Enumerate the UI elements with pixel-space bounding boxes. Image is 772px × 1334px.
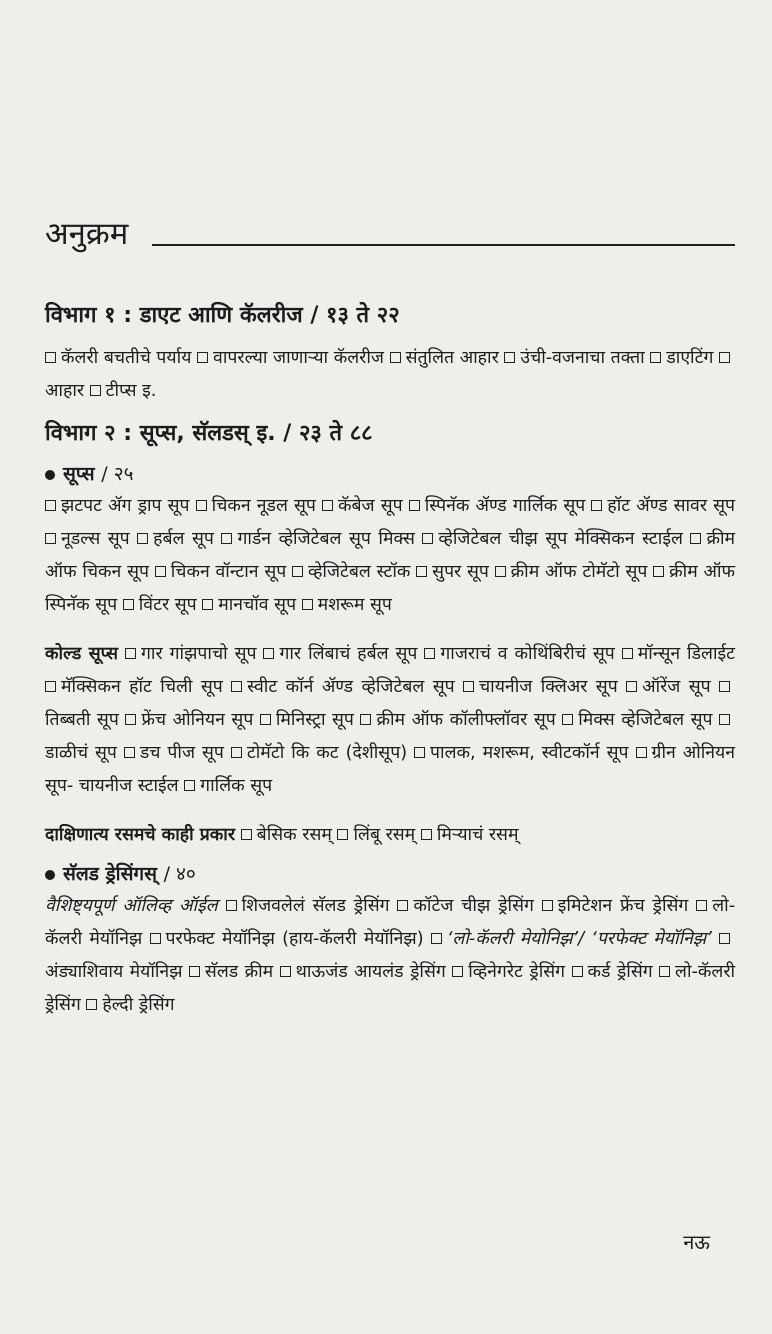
heading-rule [152, 244, 735, 246]
list-item: उंची-वजनाचा तक्ता [520, 348, 645, 368]
checkbox-square-icon [431, 933, 442, 944]
checkbox-square-icon [719, 681, 730, 692]
checkbox-square-icon [650, 352, 661, 363]
checkbox-square-icon [696, 900, 707, 911]
list-item: क्रीम ऑफ कॉलीफ्लॉवर सूप [376, 710, 556, 730]
soups-page: / २५ [101, 463, 134, 485]
checkbox-square-icon [155, 566, 166, 577]
checkbox-square-icon [416, 566, 427, 577]
checkbox-square-icon [719, 933, 730, 944]
list-item: लिंबू रसम् [353, 825, 416, 845]
checkbox-square-icon [659, 966, 670, 977]
list-item: डच पीज सूप [139, 743, 224, 763]
list-item: विंटर सूप [138, 595, 197, 615]
dressings-title: सॅलड ड्रेसिंगस् [63, 863, 157, 885]
checkbox-square-icon [125, 714, 136, 725]
list-item: ग्रीन ओनियन सूप- चायनीज स्टाईल [45, 743, 736, 796]
checkbox-square-icon [302, 599, 313, 610]
list-item: अंड्याशिवाय मेयॉनिझ [45, 962, 183, 982]
list-item: व्हेजिटेबल चीझ सूप मेक्सिकन स्टाईल [438, 529, 683, 549]
list-item: क्रीम ऑफ टोमॅटो सूप [510, 562, 648, 582]
checkbox-square-icon [542, 900, 553, 911]
list-item: स्वीट कॉर्न ॲण्ड व्हेजिटेबल सूप [247, 677, 455, 697]
checkbox-square-icon [280, 966, 291, 977]
section-1-items [45, 342, 735, 408]
list-item: बेसिक रसम् [256, 825, 332, 845]
list-lead: वैशिष्ट्यपूर्ण ऑलिव्ह ऑईल [45, 896, 218, 916]
list-item: शिजवलेलं सॅलड ड्रेसिंग [241, 896, 390, 916]
checkbox-square-icon [360, 714, 371, 725]
checkbox-square-icon [690, 533, 701, 544]
checkbox-square-icon [292, 566, 303, 577]
checkbox-square-icon [196, 500, 207, 511]
dressings-items [45, 890, 735, 1022]
checkbox-square-icon [562, 714, 573, 725]
checkbox-square-icon [422, 533, 433, 544]
section-2-title: विभाग २ : सूप्स, सॅलडस् इ. / २३ ते ८८ [45, 421, 373, 446]
checkbox-square-icon [452, 966, 463, 977]
list-item: लो-कॅलरी मेयॉनिझ [45, 896, 736, 949]
checkbox-square-icon [424, 648, 435, 659]
list-item: सॅलड क्रीम [204, 962, 274, 982]
checkbox-square-icon [45, 352, 56, 363]
checkbox-square-icon [231, 681, 242, 692]
list-item: डाएटिंग [666, 348, 714, 368]
section-1-title: विभाग १ : डाएट आणि कॅलरीज / १३ ते २२ [45, 303, 400, 328]
list-item: कॅबेज सूप [338, 496, 403, 516]
checkbox-square-icon [409, 500, 420, 511]
checkbox-square-icon [124, 747, 135, 758]
list-item: इमिटेशन फ्रेंच ड्रेसिंग [557, 896, 689, 916]
checkbox-square-icon [337, 829, 348, 840]
list-item: मॉन्सून डिलाईट [637, 644, 736, 664]
checkbox-square-icon [626, 681, 637, 692]
list-item: मशरूम सूप [317, 595, 392, 615]
checkbox-square-icon [137, 533, 148, 544]
list-item: गाजराचं व कोथिंबिरीचं सूप [440, 644, 615, 664]
checkbox-square-icon [421, 829, 432, 840]
checkbox-square-icon [653, 566, 664, 577]
checkbox-square-icon [622, 648, 633, 659]
checkbox-square-icon [123, 599, 134, 610]
list-item: टीप्स इ. [105, 381, 157, 401]
list-item: डाळीचं सूप [45, 743, 117, 763]
list-item: परफेक्ट मेयॉनिझ (हाय-कॅलरी मेयॉनिझ) [165, 929, 424, 949]
checkbox-square-icon [45, 500, 56, 511]
list-item: हेल्दी ड्रेसिंग [102, 995, 175, 1015]
list-item: ऑरेंज सूप [642, 677, 711, 697]
list-item: पालक, मशरूम, स्वीटकॉर्न सूप [430, 743, 629, 763]
list-item: कॉटेज चीझ ड्रेसिंग [413, 896, 534, 916]
checkbox-square-icon [90, 385, 101, 396]
list-item: क्रीम ऑफ स्पिनॅक सूप [45, 562, 736, 615]
checkbox-square-icon [231, 747, 242, 758]
dressings-page: / ४० [163, 863, 196, 885]
checkbox-square-icon [226, 900, 237, 911]
list-item: हॉट ॲण्ड सावर सूप [607, 496, 736, 516]
list-item: कर्ड ड्रेसिंग [587, 962, 653, 982]
checkbox-square-icon [397, 900, 408, 911]
checkbox-square-icon [719, 714, 730, 725]
list-lead: दाक्षिणात्य रसमचे काही प्रकार [45, 825, 236, 845]
checkbox-square-icon [572, 966, 583, 977]
checkbox-square-icon [125, 648, 136, 659]
checkbox-square-icon [189, 966, 200, 977]
list-item: थाऊजंड आयलंड ड्रेसिंग [295, 962, 446, 982]
rasam-items [45, 819, 735, 852]
checkbox-square-icon [263, 648, 274, 659]
cold-soups-items [45, 638, 735, 803]
soups-items [45, 490, 735, 622]
list-item: लो-कॅलरी ड्रेसिंग [45, 962, 736, 1015]
checkbox-square-icon [184, 780, 195, 791]
checkbox-square-icon [45, 681, 56, 692]
checkbox-square-icon [45, 533, 56, 544]
list-item: कॅलरी बचतीचे पर्याय [61, 348, 192, 368]
toc-title: अनुक्रम [45, 216, 129, 252]
bullet-icon [45, 470, 55, 480]
list-item: मिक्स व्हेजिटेबल सूप [578, 710, 713, 730]
checkbox-square-icon [636, 747, 647, 758]
toc-heading [45, 214, 735, 254]
checkbox-square-icon [390, 352, 401, 363]
list-item: चिकन वॉन्टान सूप [170, 562, 287, 582]
list-item: मिनिस्ट्रा सूप [275, 710, 354, 730]
list-item: स्पिनॅक ॲण्ड गार्लिक सूप [424, 496, 586, 516]
list-item: वापरल्या जाणाऱ्या कॅलरीज [213, 348, 384, 368]
checkbox-square-icon [221, 533, 232, 544]
list-item: तिब्बती सूप [45, 710, 119, 730]
list-item: व्हेजिटेबल स्टॉक [307, 562, 411, 582]
toc-page [45, 214, 735, 1022]
list-item: टोमॅटो कि कट (देशीसूप) [246, 743, 408, 763]
list-item: संतुलित आहार [405, 348, 499, 368]
list-item: नूडल्स सूप [61, 529, 130, 549]
list-item: सुपर सूप [432, 562, 489, 582]
checkbox-square-icon [495, 566, 506, 577]
list-item: आहार [45, 381, 85, 401]
list-item: मॅक्सिकन हॉट चिली सूप [61, 677, 223, 697]
list-item: गार लिंबाचं हर्बल सूप [279, 644, 418, 664]
list-item: गार्डन व्हेजिटेबल सूप मिक्स [237, 529, 415, 549]
list-item: क्रीम ऑफ चिकन सूप [45, 529, 736, 582]
list-item: गार गांझपाचो सूप [141, 644, 257, 664]
checkbox-square-icon [86, 999, 97, 1010]
checkbox-square-icon [202, 599, 213, 610]
list-item: चिकन नूडल सूप [211, 496, 316, 516]
list-item: झटपट ॲग ड्राप सूप [61, 496, 190, 516]
checkbox-square-icon [414, 747, 425, 758]
checkbox-square-icon [591, 500, 602, 511]
checkbox-square-icon [504, 352, 515, 363]
page-number: नऊ [683, 1230, 710, 1254]
checkbox-square-icon [197, 352, 208, 363]
list-item: फ्रेंच ओनियन सूप [141, 710, 254, 730]
list-lead: कोल्ड सूप्स [45, 644, 119, 664]
dressings-heading [45, 858, 735, 890]
checkbox-square-icon [463, 681, 474, 692]
list-item: ‘लो-कॅलरी मेयोनिझ’/ ‘परफेक्ट मेयॉनिझ’ [446, 929, 712, 949]
list-item: हर्बल सूप [153, 529, 214, 549]
checkbox-square-icon [719, 352, 730, 363]
list-item: मिऱ्याचं रसम् [436, 825, 519, 845]
list-item: व्हिनेगरेट ड्रेसिंग [468, 962, 566, 982]
checkbox-square-icon [322, 500, 333, 511]
soups-title: सूप्स [63, 463, 95, 485]
checkbox-square-icon [260, 714, 271, 725]
checkbox-square-icon [150, 933, 161, 944]
checkbox-square-icon [241, 829, 252, 840]
bullet-icon [45, 870, 55, 880]
list-item: चायनीज क्लिअर सूप [479, 677, 618, 697]
list-item: मानचॉव सूप [218, 595, 297, 615]
soups-heading [45, 458, 735, 490]
list-item: गार्लिक सूप [200, 776, 273, 796]
